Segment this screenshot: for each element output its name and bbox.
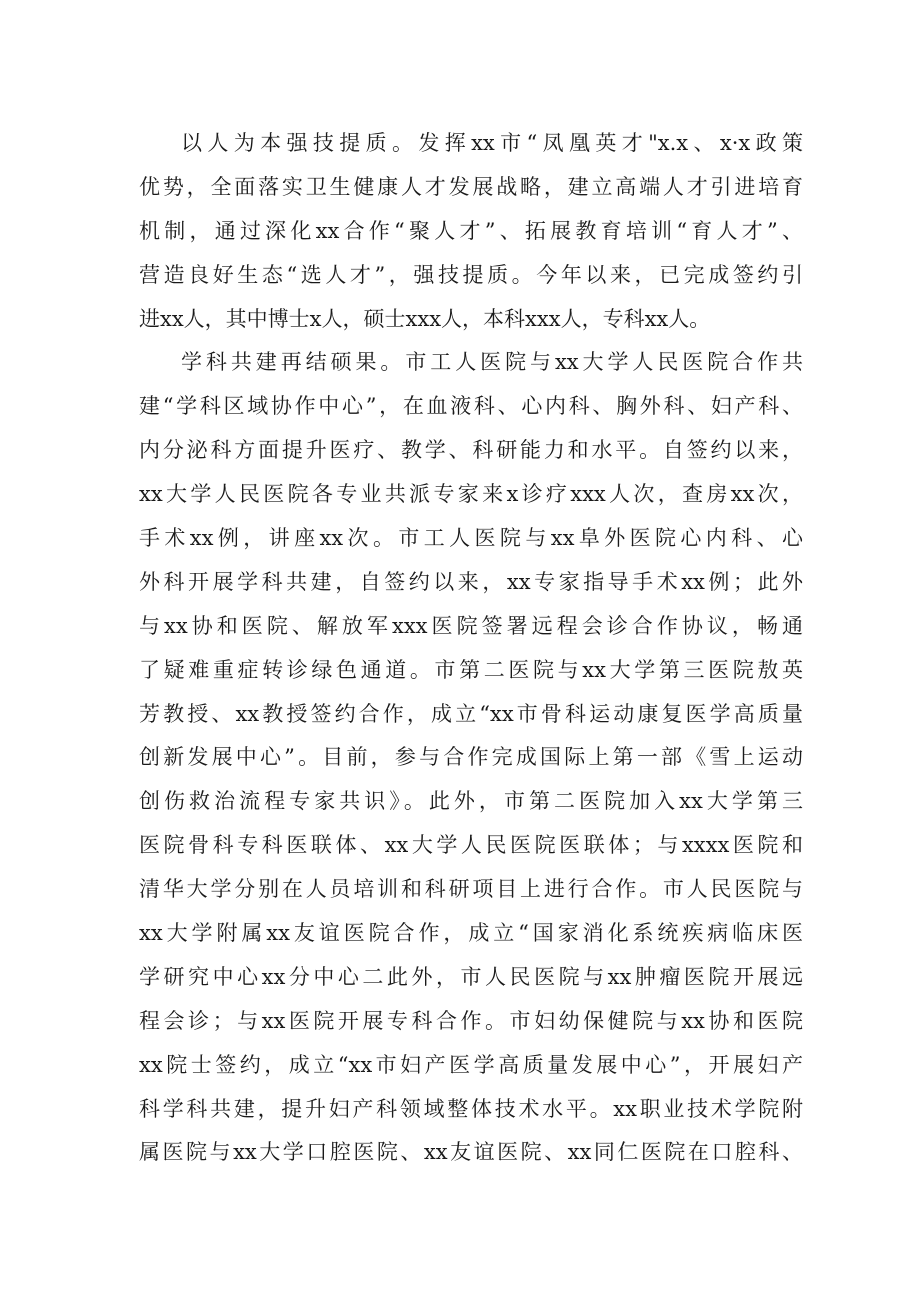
paragraph-line: 学研究中心xx分中心二此外，市人民医院与xx肿瘤医院开展远 <box>139 964 803 989</box>
paragraph-discipline <box>139 341 803 1175</box>
paragraph-line: 创伤救治流程专家共识》。此外，市第二医院加入xx大学第三 <box>139 789 803 814</box>
paragraph-line: xx大学附属xx友谊医院合作，成立“国家消化系统疾病临床医 <box>139 921 803 946</box>
paragraph-line: 机制，通过深化xx合作“聚人才”、拓展教育培训“育人才”、 <box>139 218 803 243</box>
paragraph-line: 优势，全面落实卫生健康人才发展战略，建立高端人才引进培育 <box>139 174 803 199</box>
paragraph-line: 芳教授、xx教授签约合作，成立“xx市骨科运动康复医学高质量 <box>139 701 803 726</box>
paragraph-line: xx院士签约，成立“xx市妇产医学高质量发展中心”，开展妇产 <box>139 1052 803 1077</box>
paragraph-line: 程会诊；与xx医院开展专科合作。市妇幼保健院与xx协和医院 <box>139 1008 803 1033</box>
paragraph-line: 科学科共建，提升妇产科领域整体技术水平。xx职业技术学院附 <box>139 1096 803 1121</box>
paragraph-line: 属医院与xx大学口腔医院、xx友谊医院、xx同仁医院在口腔科、 <box>139 1140 803 1165</box>
paragraph-line: 了疑难重症转诊绿色通道。市第二医院与xx大学第三医院敖英 <box>139 657 803 682</box>
paragraph-line: 进xx人，其中博士x人，硕士xxx人，本科xxx人，专科xx人。 <box>139 306 711 331</box>
paragraph-line: 学科共建再结硕果。市工人医院与xx大学人民医院合作共 <box>181 350 803 375</box>
paragraph-line: 清华大学分别在人员培训和科研项目上进行合作。市人民医院与 <box>139 877 803 902</box>
paragraph-line: 外科开展学科共建，自签约以来，xx专家指导手术xx例；此外 <box>139 569 803 594</box>
paragraph-line: 建“学科区域协作中心”，在血液科、心内科、胸外科、妇产科、 <box>139 394 803 419</box>
paragraph-talent <box>139 122 803 341</box>
paragraph-line: 医院骨科专科医联体、xx大学人民医院医联体；与xxxx医院和 <box>139 833 803 858</box>
paragraph-line: 手术xx例，讲座xx次。市工人医院与xx阜外医院心内科、心 <box>139 526 803 551</box>
paragraph-line: 创新发展中心”。目前，参与合作完成国际上第一部《雪上运动 <box>139 745 803 770</box>
paragraph-line: 营造良好生态“选人才”，强技提质。今年以来，已完成签约引 <box>139 262 803 287</box>
paragraph-line: xx大学人民医院各专业共派专家来x诊疗xxx人次，查房xx次， <box>139 482 803 507</box>
document-body <box>139 122 803 1175</box>
paragraph-line: 与xx协和医院、解放军xxx医院签署远程会诊合作协议，畅通 <box>139 613 803 638</box>
paragraph-line: 内分泌科方面提升医疗、教学、科研能力和水平。自签约以来， <box>139 438 803 463</box>
paragraph-line: 以人为本强技提质。发挥xx市“凤凰英才"x.x、x·x政策 <box>181 131 803 155</box>
